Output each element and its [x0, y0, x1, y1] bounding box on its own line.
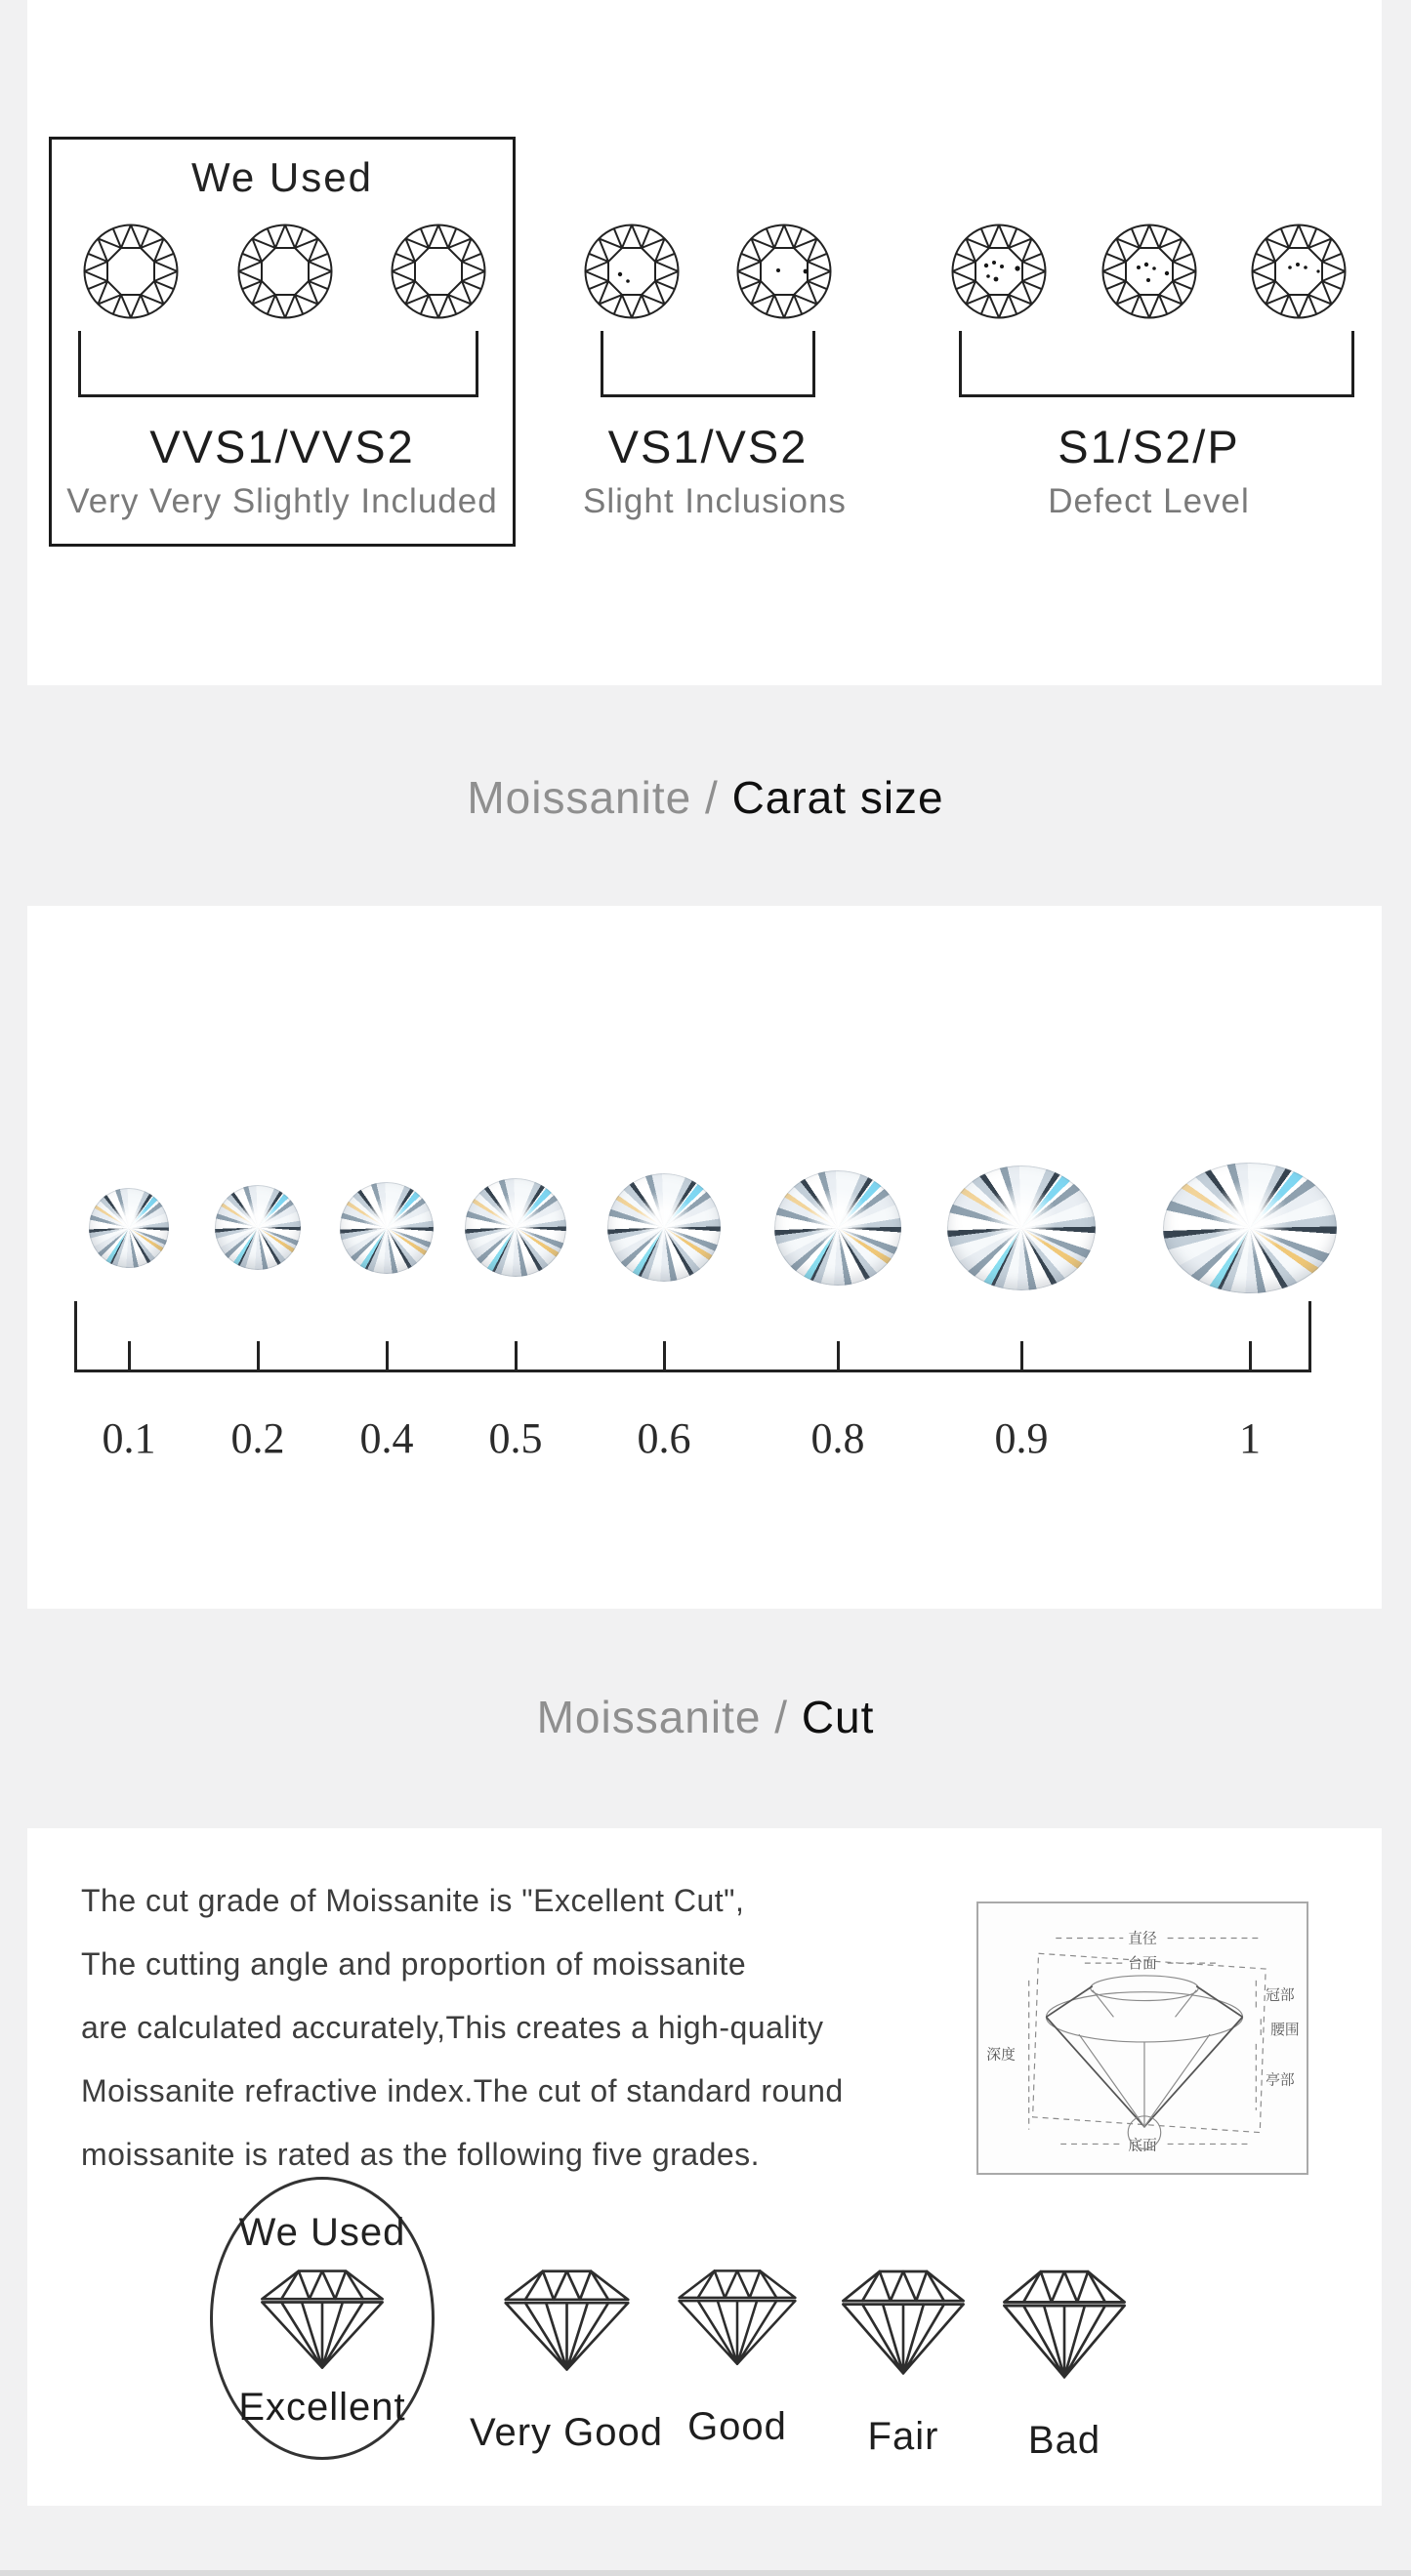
carat-value: 0.2	[230, 1414, 285, 1462]
cut-grade-label: Very Good	[469, 2411, 663, 2454]
diagram-label-diameter: 直径	[1128, 1930, 1157, 1947]
ruler-tick	[837, 1341, 840, 1372]
grade-desc-s: Defect Level	[1048, 482, 1250, 520]
diamond-top-view-icon	[950, 223, 1048, 320]
cut-description-line: moissanite is rated as the following five grades.	[81, 2137, 761, 2172]
carat-value: 0.8	[810, 1414, 865, 1462]
clarity-stones-vs	[583, 223, 833, 320]
carat-value: 0.9	[994, 1414, 1049, 1462]
ruler-tick	[128, 1341, 131, 1372]
ruler-right-end	[1308, 1301, 1311, 1372]
diamond-side-view-icon	[1000, 2265, 1129, 2382]
cut-grade-label: Bad	[1027, 2419, 1101, 2462]
ruler-tick	[515, 1341, 518, 1372]
carat-value: 1	[1239, 1414, 1261, 1462]
diamond-top-view-icon	[236, 223, 334, 320]
diagram-label-culet: 底面	[1128, 2137, 1157, 2154]
grade-label-vvs: VVS1/VVS2	[149, 421, 415, 472]
gem-photo-1ct	[1163, 1163, 1337, 1293]
title-prefix: Moissanite /	[467, 772, 719, 823]
cut-grade-label: Excellent	[238, 2386, 406, 2429]
cut-grade-label: Good	[687, 2405, 787, 2448]
carat-value: 0.4	[359, 1414, 414, 1462]
s-bracket	[959, 331, 1354, 397]
title-main: Carat size	[731, 772, 944, 823]
grade-desc-vs: Slight Inclusions	[583, 482, 847, 520]
vs-bracket	[601, 331, 815, 397]
cut-section	[27, 1828, 1382, 2506]
page-bottom-rule	[0, 2570, 1411, 2576]
clarity-stones-s	[950, 223, 1348, 320]
gem-photo-0.2ct	[215, 1185, 301, 1270]
ruler-tick	[1020, 1341, 1023, 1372]
title-main: Cut	[801, 1692, 875, 1742]
ruler-baseline	[74, 1370, 1311, 1372]
carat-value: 0.6	[637, 1414, 691, 1462]
clarity-section	[27, 0, 1382, 685]
title-prefix: Moissanite /	[536, 1692, 789, 1742]
ruler-tick	[1249, 1341, 1252, 1372]
excellent-highlight-circle	[210, 2177, 435, 2460]
carat-value: 0.5	[488, 1414, 543, 1462]
diamond-side-view-icon	[258, 2265, 387, 2372]
grade-desc-vvs: Very Very Slightly Included	[66, 482, 498, 520]
diagram-label-pavilion: 亭部	[1266, 2071, 1295, 2089]
cut-description-line: are calculated accurately,This creates a high-quality	[81, 2010, 824, 2045]
cut-description-line: The cut grade of Moissanite is "Excellent Cut",	[81, 1883, 745, 1918]
cut-description-line: The cutting angle and proportion of moissanite	[81, 1946, 747, 1982]
diagram-label-depth: 深度	[986, 2046, 1016, 2064]
diamond-top-view-icon	[1250, 223, 1348, 320]
we-used-label: We Used	[238, 2211, 406, 2254]
diamond-side-view-icon	[674, 2265, 801, 2368]
grade-label-s: S1/S2/P	[1058, 421, 1240, 472]
diamond-profile-drawing	[1046, 1976, 1242, 2148]
gem-photo-0.9ct	[947, 1165, 1096, 1290]
diamond-side-view-icon	[501, 2265, 633, 2374]
ruler-tick	[663, 1341, 666, 1372]
diamond-top-view-icon	[82, 223, 180, 320]
gem-photo-0.5ct	[465, 1178, 566, 1277]
diagram-label-girdle: 腰围	[1270, 2022, 1300, 2039]
cut-description-line: Moissanite refractive index.The cut of standard round	[81, 2073, 844, 2108]
we-used-label: We Used	[191, 154, 373, 200]
diamond-top-view-icon	[390, 223, 487, 320]
diamond-top-view-icon	[1100, 223, 1198, 320]
cut-section-title	[0, 1691, 1411, 1743]
carat-size-section	[27, 906, 1382, 1609]
ruler-tick	[386, 1341, 389, 1372]
carat-value: 0.1	[102, 1414, 156, 1462]
grade-label-vs: VS1/VS2	[607, 421, 809, 472]
clarity-stones-vvs	[82, 223, 487, 320]
diagram-label-crown: 冠部	[1266, 1986, 1295, 2004]
diamond-side-view-icon	[839, 2265, 968, 2378]
cut-description	[81, 1869, 940, 2187]
cut-proportion-diagram	[976, 1901, 1308, 2175]
diamond-top-view-icon	[583, 223, 681, 320]
gem-photo-0.8ct	[774, 1170, 901, 1286]
cut-grade-very-good	[469, 2265, 664, 2455]
cut-grade-label: Fair	[867, 2415, 939, 2458]
gem-photo-0.6ct	[607, 1173, 721, 1282]
ruler-tick	[257, 1341, 260, 1372]
carat-scale-ruler	[74, 1301, 1311, 1372]
ruler-left-end	[74, 1301, 77, 1372]
gem-photo-0.1ct	[89, 1188, 169, 1268]
diagram-label-table: 台面	[1128, 1955, 1157, 1973]
gem-photo-0.4ct	[340, 1182, 434, 1274]
vvs-bracket	[78, 331, 478, 397]
diamond-top-view-icon	[735, 223, 833, 320]
carat-section-title	[0, 771, 1411, 824]
cut-grade-bad	[967, 2265, 1162, 2463]
